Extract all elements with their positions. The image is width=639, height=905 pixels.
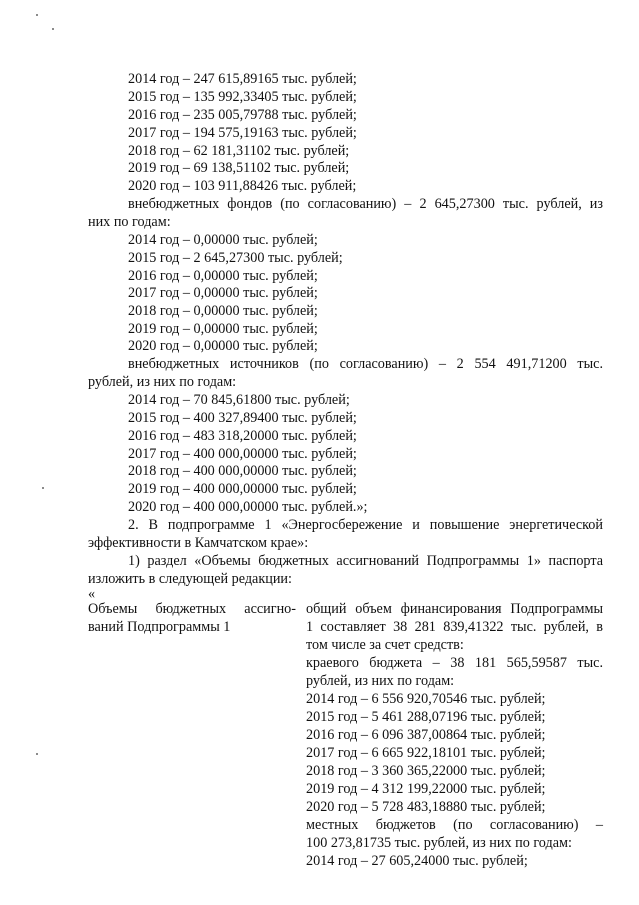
regional-year-line: 2014 год – 6 556 920,70546 тыс. рублей;: [306, 691, 546, 707]
regional-year-line: 2019 год – 4 312 199,22000 тыс. рублей;: [306, 781, 546, 797]
budget-year-line: 2017 год – 194 575,19163 тыс. рублей;: [128, 125, 357, 141]
regional-year-line: 2015 год – 5 461 288,07196 тыс. рублей;: [306, 709, 546, 725]
funds-year-line: 2017 год – 0,00000 тыс. рублей;: [128, 285, 318, 301]
sources-year-line: 2015 год – 400 327,89400 тыс. рублей;: [128, 410, 357, 426]
funds-year-line: 2015 год – 2 645,27300 тыс. рублей;: [128, 250, 343, 266]
funds-year-line: 2020 год – 0,00000 тыс. рублей;: [128, 338, 318, 354]
funds-year-line: 2016 год – 0,00000 тыс. рублей;: [128, 268, 318, 284]
table-right-text: 1 составляет 38 281 839,41322 тыс. рублей, в: [306, 619, 603, 635]
subitem-1-line: 1) раздел «Объемы бюджетных ассигнований Подпрограммы 1» паспорта: [128, 553, 603, 569]
scan-speck: [36, 14, 38, 16]
item-2-line: 2. В подпрограмме 1 «Энергосбережение и повышение энергетической: [128, 517, 603, 533]
budget-year-line: 2015 год – 135 992,33405 тыс. рублей;: [128, 89, 357, 105]
scan-speck: [52, 28, 54, 30]
funds-year-line: 2018 год – 0,00000 тыс. рублей;: [128, 303, 318, 319]
local-budget-line: 100 273,81735 тыс. рублей, из них по годам:: [306, 835, 572, 851]
local-year-line: 2014 год – 27 605,24000 тыс. рублей;: [306, 853, 528, 869]
regional-year-line: 2020 год – 5 728 483,18880 тыс. рублей;: [306, 799, 546, 815]
local-budget-line: местных бюджетов (по согласованию) –: [306, 817, 603, 833]
funds-intro-line: внебюджетных фондов (по согласованию) – 2 645,27300 тыс. рублей, из: [128, 196, 603, 212]
sources-year-line: 2014 год – 70 845,61800 тыс. рублей;: [128, 392, 350, 408]
table-left-label: Объемы бюджетных ассигно-: [88, 601, 296, 617]
budget-year-line: 2019 год – 69 138,51102 тыс. рублей;: [128, 160, 350, 176]
scan-speck: [36, 753, 38, 755]
table-right-text: том числе за счет средств:: [306, 637, 464, 653]
regional-year-line: 2016 год – 6 096 387,00864 тыс. рублей;: [306, 727, 546, 743]
sources-year-line: 2018 год – 400 000,00000 тыс. рублей;: [128, 463, 357, 479]
sources-intro-line: внебюджетных источников (по согласованию) – 2 554 491,71200 тыс.: [128, 356, 603, 372]
subitem-1-line: изложить в следующей редакции:: [88, 571, 292, 587]
regional-budget-line: краевого бюджета – 38 181 565,59587 тыс.: [306, 655, 603, 671]
sources-year-line: 2020 год – 400 000,00000 тыс. рублей.»;: [128, 499, 368, 515]
regional-year-line: 2017 год – 6 665 922,18101 тыс. рублей;: [306, 745, 546, 761]
budget-year-line: 2018 год – 62 181,31102 тыс. рублей;: [128, 143, 350, 159]
funds-intro-line: них по годам:: [88, 214, 171, 230]
funds-year-line: 2019 год – 0,00000 тыс. рублей;: [128, 321, 318, 337]
budget-year-line: 2016 год – 235 005,79788 тыс. рублей;: [128, 107, 357, 123]
regional-budget-line: рублей, из них по годам:: [306, 673, 455, 689]
sources-year-line: 2019 год – 400 000,00000 тыс. рублей;: [128, 481, 357, 497]
budget-year-line: 2014 год – 247 615,89165 тыс. рублей;: [128, 71, 357, 87]
table-left-label: ваний Подпрограммы 1: [88, 619, 231, 635]
budget-year-line: 2020 год – 103 911,88426 тыс. рублей;: [128, 178, 357, 194]
sources-year-line: 2016 год – 483 318,20000 тыс. рублей;: [128, 428, 357, 444]
table-right-text: общий объем финансирования Подпрограммы: [306, 601, 603, 617]
scan-speck: [42, 487, 44, 489]
item-2-line: эффективности в Камчатском крае»:: [88, 535, 309, 551]
sources-year-line: 2017 год – 400 000,00000 тыс. рублей;: [128, 446, 357, 462]
regional-year-line: 2018 год – 3 360 365,22000 тыс. рублей;: [306, 763, 546, 779]
sources-intro-line: рублей, из них по годам:: [88, 374, 237, 390]
funds-year-line: 2014 год – 0,00000 тыс. рублей;: [128, 232, 318, 248]
opening-quote: «: [88, 586, 96, 602]
